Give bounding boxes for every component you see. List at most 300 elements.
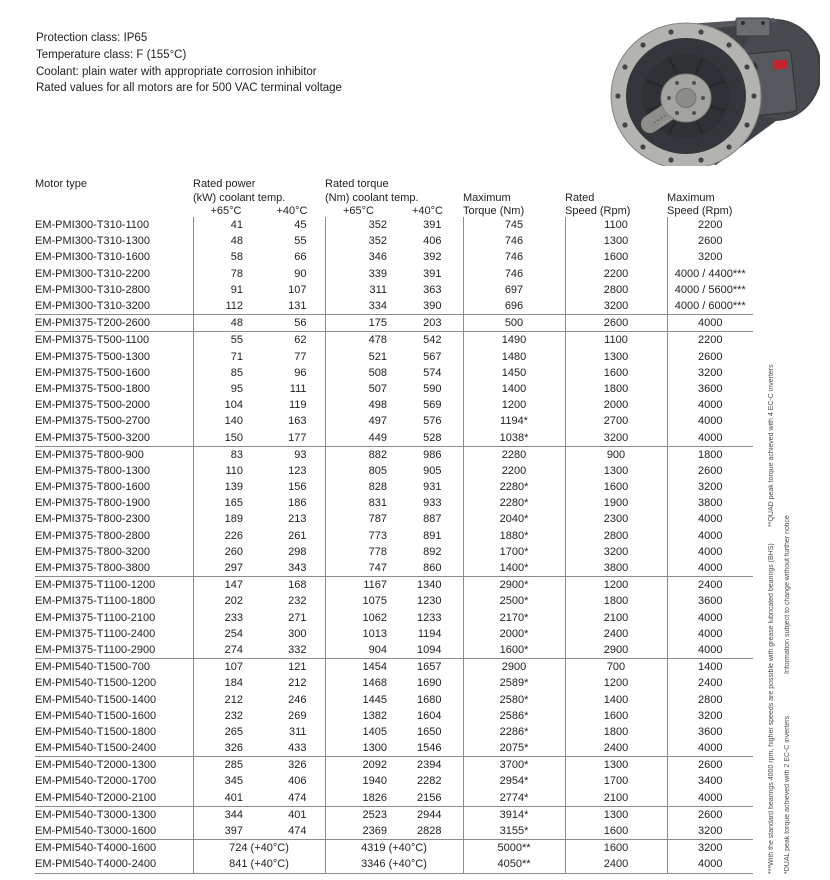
max-torque-cell: 2280* — [463, 495, 565, 511]
torque-40-cell: 391 — [423, 267, 442, 280]
max-torque-cell: 696 — [463, 298, 565, 315]
torque-40-cell: 567 — [423, 350, 442, 363]
torque-40-cell: 203 — [392, 315, 463, 332]
motor-type-cell: EM-PMI375-T800-3200 — [35, 545, 150, 558]
power-40-cell: 474 — [259, 790, 325, 807]
max-speed-cell: 3800 — [667, 495, 753, 511]
power-40-cell: 246 — [288, 693, 307, 706]
table-row — [35, 217, 753, 233]
motor-type-cell: EM-PMI540-T2000-1700 — [35, 775, 157, 788]
torque-40-cell: 905 — [423, 464, 442, 477]
rated-speed-cell: 1800 — [565, 381, 667, 397]
table-row — [35, 298, 753, 315]
torque-65-cell: 1454 — [325, 659, 392, 676]
motor-type-cell: EM-PMI375-T500-1600 — [35, 366, 150, 379]
spec-table — [35, 176, 753, 874]
max-speed-cell: 4000 — [667, 642, 753, 659]
power-65-cell: 104 — [193, 397, 259, 413]
table-row — [35, 495, 753, 511]
max-speed-cell: 4000 — [667, 610, 753, 626]
power-40-cell: 77 — [294, 350, 307, 363]
table-row — [35, 593, 753, 609]
motor-type-cell: EM-PMI300-T310-2800 — [35, 283, 150, 296]
torque-65-cell: 1013 — [325, 626, 392, 642]
motor-type-cell: EM-PMI540-T4000-2400 — [35, 856, 193, 873]
torque-40-cell: 931 — [423, 481, 442, 494]
max-torque-cell: 746 — [463, 266, 565, 282]
table-row — [35, 840, 753, 857]
max-torque-cell: 1450 — [463, 365, 565, 381]
torque-65-cell: 1826 — [325, 790, 392, 807]
rated-speed-cell: 3200 — [565, 544, 667, 560]
rated-speed-cell: 900 — [565, 446, 667, 463]
max-torque-cell: 746 — [463, 233, 565, 249]
max-speed-cell: 4000 — [667, 544, 753, 560]
max-speed-cell: 4000 — [667, 528, 753, 544]
max-speed-cell: 4000 — [667, 740, 753, 757]
max-torque-cell: 1038* — [463, 429, 565, 446]
max-speed-cell: 4000 — [667, 397, 753, 413]
torque-65-cell: 508 — [325, 365, 392, 381]
motor-type-cell: EM-PMI375-T1100-1800 — [35, 595, 156, 608]
power-65-cell: 274 — [193, 642, 259, 659]
max-torque-cell: 2500* — [463, 593, 565, 609]
red-label — [774, 59, 788, 69]
rated-speed-cell: 1100 — [565, 332, 667, 349]
power-40-cell: 326 — [288, 759, 307, 772]
power-40-cell: 163 — [288, 415, 307, 428]
max-speed-cell: 3200 — [667, 249, 753, 265]
torque-40-cell: 1233 — [417, 611, 442, 624]
power-40-cell: 90 — [294, 267, 307, 280]
torque-65-cell: 882 — [325, 446, 392, 463]
max-speed-cell: 3200 — [667, 823, 753, 840]
power-40-cell: 232 — [288, 595, 307, 608]
power-40-cell: 111 — [289, 382, 307, 395]
rated-speed-cell: 1800 — [565, 724, 667, 740]
power-65-cell: 78 — [193, 266, 259, 282]
motor-type-cell: EM-PMI540-T1500-1200 — [35, 677, 157, 690]
rated-speed-cell: 1600 — [565, 249, 667, 265]
torque-65-cell: 1062 — [325, 610, 392, 626]
table-row — [35, 446, 753, 463]
table-row — [35, 511, 753, 527]
motor-type-cell: EM-PMI375-T1100-2900 — [35, 642, 193, 659]
torque-40-cell: 933 — [423, 497, 442, 510]
torque-40-cell: 892 — [423, 545, 442, 558]
motor-type-cell: EM-PMI540-T3000-1300 — [35, 808, 157, 821]
table-row — [35, 790, 753, 807]
motor-type-cell: EM-PMI540-T3000-1600 — [35, 823, 193, 840]
power-40-cell: 168 — [288, 579, 307, 592]
table-row — [35, 365, 753, 381]
power-40-cell: 66 — [294, 251, 307, 264]
max-speed-cell: 2400 — [667, 675, 753, 691]
max-torque-cell: 2774* — [463, 790, 565, 807]
power-40-cell: 45 — [294, 219, 307, 232]
motor-type-cell: EM-PMI375-T500-2700 — [35, 415, 150, 428]
rated-speed-cell: 1200 — [565, 577, 667, 594]
table-row — [35, 856, 753, 873]
max-torque-cell: 2900* — [463, 577, 565, 594]
max-speed-cell: 4000 — [667, 413, 753, 429]
table-row — [35, 463, 753, 479]
power-40-cell: 186 — [288, 497, 307, 510]
spec-table-body — [35, 217, 753, 873]
header-power-65: +65°C — [210, 205, 242, 217]
power-40-cell: 271 — [288, 611, 307, 624]
power-65-cell: 85 — [193, 365, 259, 381]
max-speed-cell: 4000 — [667, 626, 753, 642]
rated-speed-cell: 1600 — [565, 840, 667, 857]
torque-40-cell: 542 — [423, 334, 442, 347]
torque-40-cell: 860 — [392, 560, 463, 577]
power-65-cell: 202 — [193, 593, 259, 609]
power-40-cell: 474 — [259, 823, 325, 840]
power-40-cell: 131 — [259, 298, 325, 315]
rated-speed-cell: 2400 — [565, 740, 667, 757]
table-row — [35, 724, 753, 740]
rated-power-merged-cell: 724 (+40°C) — [193, 840, 325, 857]
max-speed-cell: 1400 — [667, 659, 753, 676]
power-40-cell: 433 — [259, 740, 325, 757]
max-torque-cell: 3914* — [463, 806, 565, 823]
torque-40-cell: 986 — [423, 448, 442, 461]
max-speed-cell: 3200 — [667, 840, 753, 857]
max-speed-cell: 2800 — [667, 691, 753, 707]
torque-40-cell: 2828 — [392, 823, 463, 840]
torque-65-cell: 449 — [325, 429, 392, 446]
torque-40-cell: 392 — [423, 251, 442, 264]
power-40-cell: 119 — [288, 399, 307, 412]
max-speed-cell: 1800 — [667, 446, 753, 463]
motor-type-cell: EM-PMI375-T800-1900 — [35, 497, 150, 510]
table-row — [35, 349, 753, 365]
torque-65-cell: 334 — [325, 298, 392, 315]
max-torque-cell: 2580* — [463, 691, 565, 707]
torque-40-cell: 1340 — [417, 579, 442, 592]
table-row — [35, 332, 753, 349]
max-speed-cell: 4000 — [667, 790, 753, 807]
power-65-cell: 401 — [193, 790, 259, 807]
power-65-cell: 212 — [193, 691, 259, 707]
power-40-cell: 93 — [294, 448, 307, 461]
rated-speed-cell: 1200 — [565, 675, 667, 691]
torque-65-cell: 1445 — [325, 691, 392, 707]
power-65-cell: 83 — [193, 446, 259, 463]
torque-65-cell: 1940 — [325, 773, 392, 789]
torque-65-cell: 498 — [325, 397, 392, 413]
rated-speed-cell: 1300 — [565, 463, 667, 479]
max-speed-cell: 3600 — [667, 593, 753, 609]
max-torque-cell: 1880* — [463, 528, 565, 544]
table-row — [35, 560, 753, 577]
footnote-info-subject: Information subject to change without further notice — [784, 515, 791, 674]
power-65-cell: 139 — [193, 479, 259, 495]
max-speed-cell: 4000 — [667, 560, 753, 577]
max-torque-cell: 2286* — [463, 724, 565, 740]
spec-table-header — [35, 176, 753, 217]
rated-speed-cell: 2300 — [565, 511, 667, 527]
motor-type-cell: EM-PMI375-T500-2000 — [35, 399, 150, 412]
power-65-cell: 165 — [193, 495, 259, 511]
torque-40-cell: 1546 — [392, 740, 463, 757]
max-torque-cell: 1700* — [463, 544, 565, 560]
rated-speed-cell: 1600 — [565, 479, 667, 495]
power-65-cell: 48 — [193, 315, 259, 332]
footnotes-outer-column — [782, 450, 796, 874]
power-40-cell: 261 — [288, 529, 307, 542]
max-speed-cell: 4000 — [667, 511, 753, 527]
motor-type-cell: EM-PMI540-T1500-1800 — [35, 725, 157, 738]
power-65-cell: 345 — [193, 773, 259, 789]
header-rated-torque: Rated torque — [325, 178, 389, 190]
torque-65-cell: 497 — [325, 413, 392, 429]
max-speed-cell: 2600 — [667, 349, 753, 365]
power-65-cell: 107 — [193, 659, 259, 676]
info-line-temperature: Temperature class: F (155°C) — [36, 48, 187, 61]
motor-type-cell: EM-PMI375-T1100-1200 — [35, 579, 156, 592]
torque-40-cell: 1680 — [417, 693, 442, 706]
motor-type-cell: EM-PMI300-T310-1600 — [35, 251, 150, 264]
power-65-cell: 55 — [193, 332, 259, 349]
power-40-cell: 343 — [259, 560, 325, 577]
max-speed-cell: 4000 / 6000*** — [667, 298, 753, 315]
header-torque-40: +40°C — [411, 205, 443, 217]
table-row — [35, 413, 753, 429]
power-65-cell: 189 — [193, 511, 259, 527]
table-row — [35, 315, 753, 332]
table-row — [35, 691, 753, 707]
rated-speed-cell: 1300 — [565, 233, 667, 249]
max-torque-cell: 1480 — [463, 349, 565, 365]
rated-speed-cell: 1100 — [565, 217, 667, 233]
motor-type-cell: EM-PMI540-T1500-1400 — [35, 693, 157, 706]
rated-speed-cell: 1900 — [565, 495, 667, 511]
torque-40-cell: 1690 — [417, 677, 442, 690]
power-40-cell: 332 — [259, 642, 325, 659]
info-line-rated-values: Rated values for all motors are for 500 VAC terminal voltage — [36, 82, 342, 95]
motor-type-cell: EM-PMI375-T500-3200 — [35, 429, 193, 446]
max-speed-cell: 4000 / 5600*** — [667, 282, 753, 298]
torque-65-cell: 1075 — [325, 593, 392, 609]
torque-40-cell: 1230 — [417, 595, 442, 608]
torque-40-cell: 2282 — [417, 775, 442, 788]
torque-65-cell: 346 — [325, 249, 392, 265]
motor-type-cell: EM-PMI375-T500-1100 — [35, 334, 150, 347]
torque-65-cell: 339 — [325, 266, 392, 282]
rated-speed-cell: 2400 — [565, 626, 667, 642]
power-65-cell: 58 — [193, 249, 259, 265]
table-row — [35, 642, 753, 659]
power-40-cell: 406 — [288, 775, 307, 788]
table-row — [35, 823, 753, 840]
rated-speed-cell: 2800 — [565, 528, 667, 544]
rated-torque-merged-cell: 4319 (+40°C) — [325, 840, 463, 857]
max-speed-cell: 4000 — [667, 429, 753, 446]
motor-type-cell: EM-PMI300-T310-3200 — [35, 298, 193, 315]
torque-65-cell: 805 — [325, 463, 392, 479]
max-speed-cell: 2200 — [667, 217, 753, 233]
torque-65-cell: 478 — [325, 332, 392, 349]
max-torque-cell: 1200 — [463, 397, 565, 413]
rated-torque-merged-cell: 3346 (+40°C) — [325, 856, 463, 873]
power-40-cell: 269 — [288, 709, 307, 722]
max-torque-cell: 1600* — [463, 642, 565, 659]
max-torque-cell: 2170* — [463, 610, 565, 626]
header-power-40: +40°C — [276, 205, 308, 217]
power-40-cell: 55 — [294, 235, 307, 248]
torque-65-cell: 828 — [325, 479, 392, 495]
max-torque-cell: 2589* — [463, 675, 565, 691]
torque-65-cell: 2523 — [325, 806, 392, 823]
rated-speed-cell: 1300 — [565, 806, 667, 823]
motor-type-cell: EM-PMI540-T1500-1600 — [35, 709, 157, 722]
motor-type-cell: EM-PMI300-T310-1100 — [35, 219, 150, 232]
torque-40-cell: 2156 — [392, 790, 463, 807]
power-40-cell: 401 — [288, 808, 307, 821]
motor-type-cell: EM-PMI375-T200-2600 — [35, 315, 193, 332]
power-65-cell: 226 — [193, 528, 259, 544]
power-40-cell: 298 — [288, 545, 307, 558]
max-torque-cell: 1194* — [463, 413, 565, 429]
header-max-speed-1: Maximum — [667, 192, 715, 204]
max-torque-cell: 745 — [463, 217, 565, 233]
header-rated-speed-2: Speed (Rpm) — [565, 205, 631, 217]
motor-photo-svg — [598, 8, 820, 166]
power-65-cell: 344 — [193, 806, 259, 823]
torque-65-cell: 1167 — [325, 577, 392, 594]
torque-65-cell: 1382 — [325, 708, 392, 724]
power-65-cell: 184 — [193, 675, 259, 691]
rated-speed-cell: 2900 — [565, 642, 667, 659]
power-65-cell: 397 — [193, 823, 259, 840]
max-torque-cell: 4050** — [463, 856, 565, 873]
torque-40-cell: 528 — [392, 429, 463, 446]
torque-65-cell: 352 — [325, 217, 392, 233]
rated-speed-cell: 3200 — [565, 429, 667, 446]
power-40-cell: 156 — [288, 481, 307, 494]
max-torque-cell: 2954* — [463, 773, 565, 789]
rated-speed-cell: 1600 — [565, 365, 667, 381]
info-block — [36, 30, 342, 97]
footnotes-inner-column — [766, 308, 780, 874]
power-65-cell: 147 — [193, 577, 259, 594]
rated-speed-cell: 2100 — [565, 790, 667, 807]
motor-type-cell: EM-PMI375-T800-1300 — [35, 464, 150, 477]
torque-65-cell: 1468 — [325, 675, 392, 691]
power-40-cell: 212 — [288, 677, 307, 690]
motor-type-cell: EM-PMI375-T500-1300 — [35, 350, 150, 363]
max-speed-cell: 2200 — [667, 332, 753, 349]
max-speed-cell: 3400 — [667, 773, 753, 789]
torque-40-cell: 406 — [423, 235, 442, 248]
header-torque-65: +65°C — [342, 205, 374, 217]
header-motor-type: Motor type — [35, 178, 87, 190]
max-torque-cell: 746 — [463, 249, 565, 265]
motor-type-cell: EM-PMI375-T800-2800 — [35, 529, 150, 542]
motor-type-cell: EM-PMI540-T1500-700 — [35, 661, 150, 674]
rated-speed-cell: 1300 — [565, 757, 667, 774]
max-speed-cell: 3600 — [667, 381, 753, 397]
power-65-cell: 112 — [193, 298, 259, 315]
power-65-cell: 91 — [193, 282, 259, 298]
max-torque-cell: 3155* — [463, 823, 565, 840]
table-row — [35, 740, 753, 757]
table-row — [35, 675, 753, 691]
power-40-cell: 56 — [259, 315, 325, 332]
torque-65-cell: 352 — [325, 233, 392, 249]
power-65-cell: 95 — [193, 381, 259, 397]
torque-40-cell: 891 — [423, 529, 442, 542]
rated-speed-cell: 2700 — [565, 413, 667, 429]
max-speed-cell: 4000 / 4400*** — [667, 266, 753, 282]
power-40-cell: 121 — [288, 661, 307, 674]
table-row — [35, 249, 753, 265]
power-65-cell: 297 — [193, 560, 259, 577]
table-row — [35, 577, 753, 594]
power-40-cell: 96 — [294, 366, 307, 379]
max-speed-cell: 3200 — [667, 708, 753, 724]
torque-40-cell: 363 — [423, 283, 442, 296]
motor-type-cell: EM-PMI375-T800-2300 — [35, 513, 150, 526]
motor-type-cell: EM-PMI375-T800-900 — [35, 448, 144, 461]
motor-type-cell: EM-PMI300-T310-1300 — [35, 235, 150, 248]
torque-40-cell: 574 — [423, 366, 442, 379]
rated-speed-cell: 1800 — [565, 593, 667, 609]
rated-speed-cell: 1700 — [565, 773, 667, 789]
power-65-cell: 326 — [193, 740, 259, 757]
power-65-cell: 260 — [193, 544, 259, 560]
table-row — [35, 528, 753, 544]
power-40-cell: 177 — [259, 429, 325, 446]
max-speed-cell: 4000 — [667, 856, 753, 873]
power-65-cell: 254 — [193, 626, 259, 642]
motor-type-cell: EM-PMI375-T800-1600 — [35, 481, 150, 494]
rated-speed-cell: 2100 — [565, 610, 667, 626]
power-40-cell: 213 — [288, 513, 307, 526]
table-row — [35, 610, 753, 626]
motor-type-cell: EM-PMI540-T4000-1600 — [35, 842, 157, 855]
max-torque-cell: 2280 — [463, 446, 565, 463]
motor-type-cell: EM-PMI300-T310-2200 — [35, 267, 150, 280]
torque-65-cell: 831 — [325, 495, 392, 511]
rated-speed-cell: 2200 — [565, 266, 667, 282]
torque-65-cell: 778 — [325, 544, 392, 560]
torque-40-cell: 391 — [423, 219, 442, 232]
max-speed-cell: 3200 — [667, 365, 753, 381]
table-row — [35, 266, 753, 282]
max-speed-cell: 2600 — [667, 806, 753, 823]
top-terminal-block — [736, 18, 770, 36]
footnote-bearings: ***With the standard bearings 4000 rpm, higher speeds are possible with grease lubricated bearings (BHS) — [768, 543, 775, 874]
power-65-cell: 285 — [193, 757, 259, 774]
header-torque-sub: (Nm) coolant temp. — [325, 192, 419, 204]
table-row — [35, 757, 753, 774]
power-65-cell: 140 — [193, 413, 259, 429]
motor-type-cell: EM-PMI375-T800-3800 — [35, 560, 193, 577]
torque-65-cell: 521 — [325, 349, 392, 365]
rated-speed-cell: 2000 — [565, 397, 667, 413]
power-65-cell: 71 — [193, 349, 259, 365]
torque-40-cell: 590 — [423, 382, 442, 395]
max-torque-cell: 2000* — [463, 626, 565, 642]
rated-speed-cell: 2800 — [565, 282, 667, 298]
max-torque-cell: 2040* — [463, 511, 565, 527]
max-torque-cell: 1400* — [463, 560, 565, 577]
power-65-cell: 41 — [193, 217, 259, 233]
table-row — [35, 233, 753, 249]
